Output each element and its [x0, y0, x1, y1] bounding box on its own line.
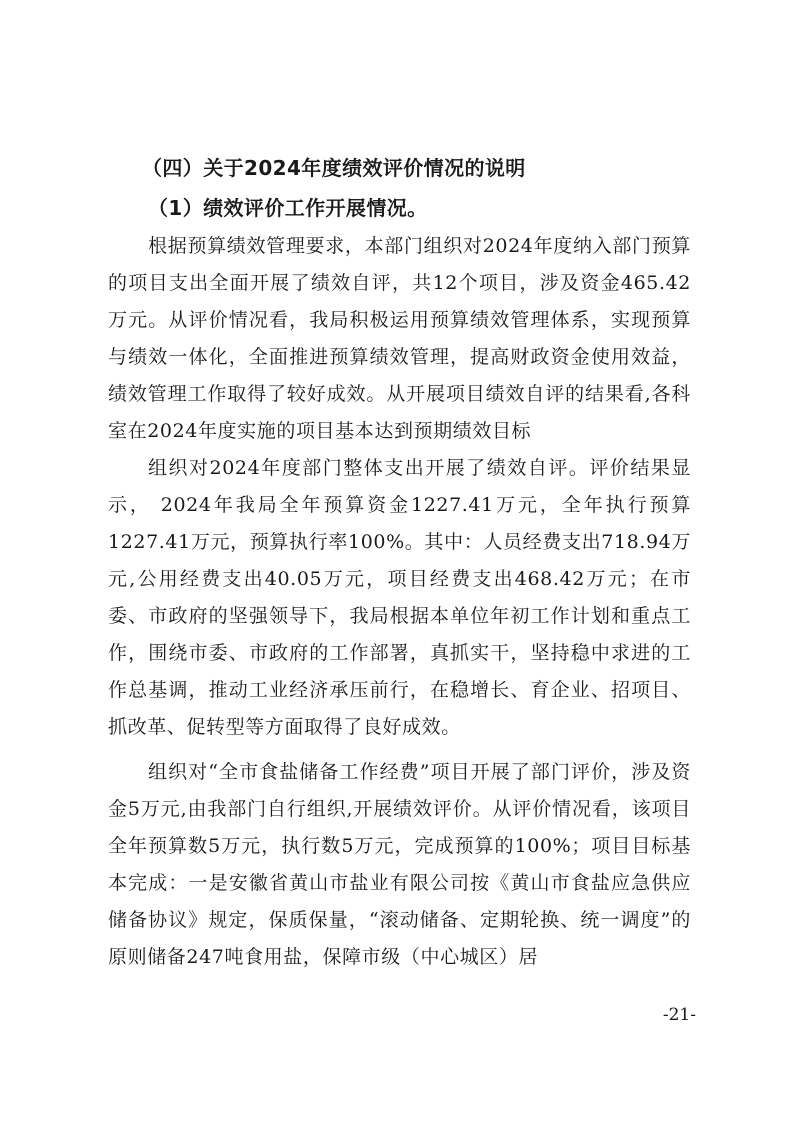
page-number: -21- [662, 1005, 696, 1025]
document-body [108, 148, 691, 976]
paragraph-salt-reserve-project: 组织对“全市食盐储备工作经费”项目开展了部门评价，涉及资金5万元,由我部门自行组织,开展绩效评价。从评价情况看，该项目全年预算数5万元，执行数5万元，完成预算的100%；项目目标基本完成：一是安徽省黄山市盐业有限公司按《黄山市食盐应急供应储备协议》规定，保质保量，“滚动储备、定期轮换、统一调度”的原则储备247吨食用盐，保障市级（中心城区）居 [108, 761, 691, 968]
subsection-heading: （1）绩效评价工作开展情况。 [148, 196, 428, 220]
paragraph-self-evaluation: 根据预算绩效管理要求，本部门组织对2024年度纳入部门预算的项目支出全面开展了绩效自评，共12个项目，涉及资金465.42万元。从评价情况看，我局积极运用预算绩效管理体系，实现预算与绩效一体化，全面推进预算绩效管理，提高财政资金使用效益，绩效管理工作取得了较好成效。从开展项目绩效自评的结果看,各科室在2024年度实施的项目基本达到预期绩效目标 [108, 235, 691, 442]
section-heading: （四）关于2024年度绩效评价情况的说明 [142, 156, 526, 180]
paragraph-overall-expenditure: 组织对2024年度部门整体支出开展了绩效自评。评价结果显示， 2024年我局全年预算资金1227.41万元，全年执行预算1227.41万元，预算执行率100%。其中：人员经费支出718.94万元,公用经费支出40.05万元，项目经费支出468.42万元；在市委、市政府的坚强领导下，我局根据本单位年初工作计划和重点工作，围绕市委、市政府的工作部署，真抓实干，坚持稳中求进的工作总基调，推动工业经济承压前行，在稳增长、育企业、招项目、抓改革、促转型等方面取得了良好成效。 [108, 457, 691, 738]
